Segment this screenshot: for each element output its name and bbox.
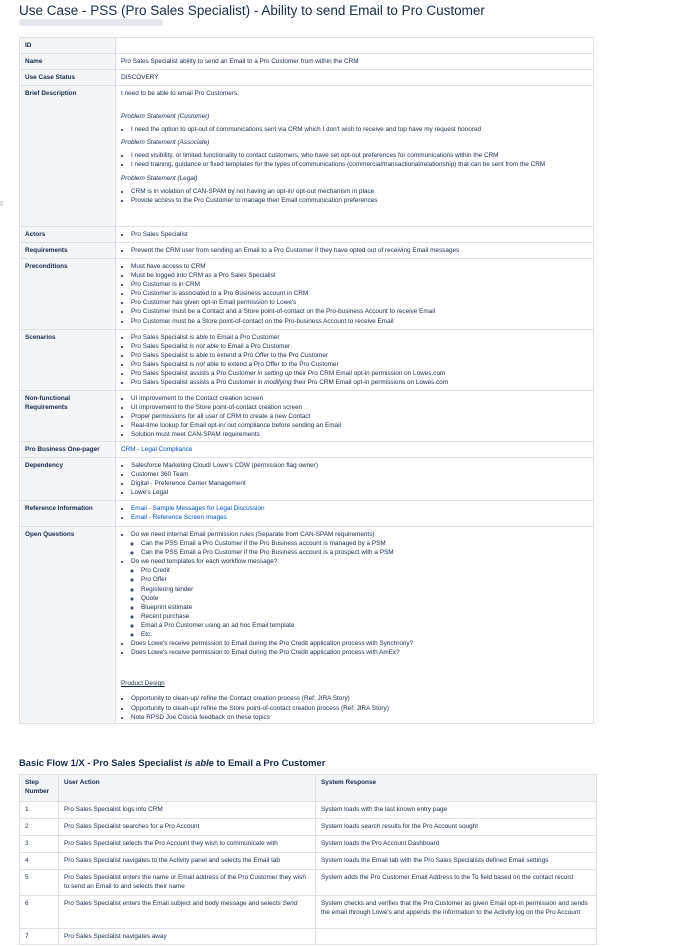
step-number: 2 (20, 819, 59, 836)
list-item: • Pro Sales Specialist (131, 230, 588, 239)
reference-link-screen-images[interactable]: Email - Reference Screen Images (131, 514, 227, 522)
list-item: • Pro Customer is associated to a Pro Business account in CRM (131, 289, 588, 298)
table-row (20, 527, 594, 724)
table-row (20, 819, 597, 836)
product-design-heading: Product Design (121, 680, 165, 688)
list-item: • Note RPSD Joe Coscia feedback on these topics (131, 713, 588, 722)
list-item: • Does Lowe's receive permission to Email during the Pro Credit application process with AmEx? (131, 648, 588, 657)
list-item: ◦ Etc. (141, 630, 588, 639)
table-row (20, 501, 594, 527)
problem-statement-legal-heading: Problem Statement (Legal) (121, 174, 198, 182)
table-header-row (20, 775, 597, 802)
table-row (20, 802, 597, 819)
row-value-name: Pro Sales Specialist ability to send an Email to a Pro Customer from within the CRM (116, 54, 594, 70)
list-item: • Pro Sales Specialist is not able to extend a Pro Offer to the Pro Customer (131, 360, 588, 369)
step-number: 4 (20, 853, 59, 870)
list-item: • Provide access to the Pro Customer to manage their Email communication preferences (131, 196, 588, 205)
row-value-preconditions (116, 259, 594, 330)
user-action: Pro Sales Specialist navigates to the Activity panel and selects the Email tab (59, 853, 316, 870)
user-action: Pro Sales Specialist enters the name or Email address of the Pro Customer they wish to send an Email to and selects their name (59, 870, 316, 896)
page-title: Use Case - PSS (Pro Sales Specialist) - Ability to send Email to Pro Customer (19, 3, 485, 18)
table-row (20, 853, 597, 870)
row-label-status: Use Case Status (20, 70, 116, 86)
row-label-one-pager: Pro Business One-pager (20, 442, 116, 458)
table-row (20, 70, 594, 86)
step-number: 1 (20, 802, 59, 819)
table-row (20, 259, 594, 330)
user-action: Pro Sales Specialist enters the Email subject and body message and selects Send (59, 896, 316, 929)
column-header-system-response: System Response (316, 775, 597, 802)
row-value-status: DISCOVERY (116, 70, 594, 86)
row-label-dependency: Dependency (20, 458, 116, 501)
list-item: • Pro Sales Specialist assists a Pro Customer in setting up their Pro CRM Email opt-in permission on Lowes.com (131, 369, 588, 378)
list-item: ◦ Pro Offer (141, 575, 588, 584)
list-item: ◦ Recent purchase (141, 612, 588, 621)
row-label-scenarios: Scenarios (20, 330, 116, 391)
list-item: • UI improvement to the Store point-of-contact creation screen (131, 403, 588, 412)
row-value-non-functional-requirements (116, 391, 594, 442)
list-item: ◦ Quote (141, 594, 588, 603)
table-row (20, 458, 594, 501)
list-item: • Pro Customer must be a Store point-of-contact on the Pro-business Account to receive Email (131, 317, 588, 326)
row-value-scenarios (116, 330, 594, 391)
list-item (131, 513, 588, 522)
column-header-user-action: User Action (59, 775, 316, 802)
list-item: • Do we need internal Email permission rules (Separate from CAN-SPAM requirements) ◦ Can the PSS Email a Pro Customer if the Pro Business account is managed by a PSM ◦ Can the PSS Email a Pro Customer if the Pro Business account is a prospect with a PSM (131, 530, 588, 557)
list-item: • I need visibility, or limited functionality to contact customers, who have set opt-out preferences for communications within the CRM (131, 151, 588, 160)
table-row (20, 86, 594, 227)
brief-intro: I need to be able to email Pro Customers. (121, 90, 239, 97)
row-label-preconditions: Preconditions (20, 259, 116, 330)
list-item: • Salesforce Marketing Cloud/ Lowe's CDW (permission flag owner) (131, 461, 588, 470)
margin-marker (0, 201, 3, 206)
row-label-non-functional-requirements: Non-functional Requirements (20, 391, 116, 442)
system-response: System loads with the last known entry page (316, 802, 597, 819)
table-row (20, 442, 594, 458)
system-response: System loads search results for the Pro Account sought (316, 819, 597, 836)
list-item: • Do we need templates for each workflow message? ◦ Pro Credit ◦ Pro Offer ◦ Registering tender ◦ Quote ◦ Blueprint estimate ◦ Recent purchase ◦ Email a Pro Customer using an ad hoc Email template ◦ Etc. (131, 557, 588, 639)
table-row (20, 896, 597, 929)
list-item: • I need the option to opt-out of communications sent via CRM which I don't wish to receive and top have my request honored (131, 125, 588, 134)
step-number: 7 (20, 929, 59, 945)
list-item: • Pro Sales Specialist is able to extend a Pro Offer to the Pro Customer (131, 351, 588, 360)
row-label-brief-description: Brief Description (20, 86, 116, 227)
row-value-open-questions (116, 527, 594, 724)
table-row (20, 836, 597, 853)
system-response: System adds the Pro Customer Email Address to the To field based on the contact record (316, 870, 597, 896)
user-action: Pro Sales Specialist searches for a Pro Account (59, 819, 316, 836)
system-response (316, 929, 597, 945)
list-item: • Lowe's Legal (131, 488, 588, 497)
list-item: • Opportunity to clean-up/ refine the Store point-of-contact creation process (Ref: JIRA Story) (131, 704, 588, 713)
page-metadata-blurred (19, 19, 163, 26)
row-value-one-pager (116, 442, 594, 458)
list-item: • UI improvement to the Contact creation screen (131, 394, 588, 403)
list-item: • Does Lowe's receive permission to Email during the Pro Credit application process with Synchrony? (131, 639, 588, 648)
basic-flow-table (19, 774, 597, 945)
row-label-actors: Actors (20, 227, 116, 243)
system-response: System checks and verifies that the Pro Customer as given Email opt-in permission and sends the email through Lowe's and appends the information to the Activity log on the Pro Account (316, 896, 597, 929)
table-row (20, 929, 597, 945)
table-row (20, 227, 594, 243)
table-row (20, 870, 597, 896)
use-case-table (19, 37, 594, 724)
user-action: Pro Sales Specialist logs into CRM (59, 802, 316, 819)
row-label-open-questions: Open Questions (20, 527, 116, 724)
basic-flow-title: Basic Flow 1/X - Pro Sales Specialist is able to Email a Pro Customer (19, 757, 326, 768)
problem-statement-associate-list (121, 151, 588, 169)
list-item: • Pro Sales Specialist is able to Email a Pro Customer (131, 333, 588, 342)
row-value-actors (116, 227, 594, 243)
list-item: ◦ Blueprint estimate (141, 603, 588, 612)
row-value-brief-description (116, 86, 594, 227)
list-item: • Pro Customer has given opt-in Email permission to Lowe's (131, 298, 588, 307)
list-item: ◦ Pro Credit (141, 566, 588, 575)
step-number: 3 (20, 836, 59, 853)
list-item: • Must have access to CRM (131, 262, 588, 271)
problem-statement-legal-list (121, 187, 588, 205)
table-row (20, 54, 594, 70)
problem-statement-customer-heading: Problem Statement (Customer) (121, 113, 210, 121)
table-row (20, 243, 594, 259)
list-item: • Opportunity to clean-up/ refine the Contact creation process (Ref: JIRA Story) (131, 694, 588, 703)
list-item: • Pro Customer is in CRM (131, 280, 588, 289)
list-item: • I need training, guidance or fixed templates for the types of communications (commercial/transactional/relationship) that can be sent from the CRM (131, 160, 588, 169)
row-value-requirements (116, 243, 594, 259)
list-item: ◦ Can the PSS Email a Pro Customer if the Pro Business account is managed by a PSM (141, 539, 588, 548)
list-item (131, 504, 588, 513)
problem-statement-customer-list (121, 125, 588, 134)
list-item: ◦ Email a Pro Customer using an ad hoc Email template (141, 621, 588, 630)
step-number: 6 (20, 896, 59, 929)
reference-link-sample-messages[interactable]: Email - Sample Messages for Legal Discussion (131, 505, 265, 512)
problem-statement-associate-heading: Problem Statement (Associate) (121, 139, 210, 147)
list-item: • Solution must meet CAN-SPAM requirements (131, 430, 588, 439)
list-item: • Pro Sales Specialist is not able to Email a Pro Customer (131, 342, 588, 351)
row-label-requirements: Requirements (20, 243, 116, 259)
list-item: • Pro Sales Specialist assists a Pro Customer in modifying their Pro CRM Email opt-in permissions on Lowes.com (131, 378, 588, 387)
list-item: • Prevent the CRM user from sending an Email to a Pro Customer if they have opted out of receiving Email messages (131, 246, 588, 255)
user-action: Pro Sales Specialist selects the Pro Account they wish to communicate with (59, 836, 316, 853)
list-item: • Digital - Preference Center Management (131, 479, 588, 488)
row-label-reference-information: Reference Information (20, 501, 116, 527)
system-response: System loads the Email tab with the Pro Sales Specialists defined Email settings (316, 853, 597, 870)
list-item: ◦ Registering tender (141, 585, 588, 594)
row-value-reference-information (116, 501, 594, 527)
step-number: 5 (20, 870, 59, 896)
list-item: • Real-time lookup for Email opt-in/ out compliance before sending an Email (131, 421, 588, 430)
system-response: System loads the Pro Account Dashboard (316, 836, 597, 853)
list-item: • Proper permissions for all user of CRM to create a new Contact (131, 412, 588, 421)
column-header-step-number: Step Number (20, 775, 59, 802)
one-pager-link[interactable]: CRM - Legal Compliance (121, 446, 193, 453)
row-label-name: Name (20, 54, 116, 70)
list-item: • Must be logged into CRM as a Pro Sales Specialist (131, 271, 588, 280)
list-item: • Pro Customer must be a Contact and a Store point-of-contact on the Pro-business Account to receive Email (131, 307, 588, 316)
table-row (20, 330, 594, 391)
list-item: • CRM is in violation of CAN-SPAM by not having an opt-in/ opt-out mechanism in place (131, 187, 588, 196)
list-item: • Customer 360 Team (131, 470, 588, 479)
user-action: Pro Sales Specialist navigates away (59, 929, 316, 945)
row-value-dependency (116, 458, 594, 501)
row-value-id (116, 38, 594, 54)
list-item: ◦ Can the PSS Email a Pro Customer if the Pro Business account is a prospect with a PSM (141, 548, 588, 557)
table-row (20, 391, 594, 442)
row-label-id: ID (20, 38, 116, 54)
table-row (20, 38, 594, 54)
